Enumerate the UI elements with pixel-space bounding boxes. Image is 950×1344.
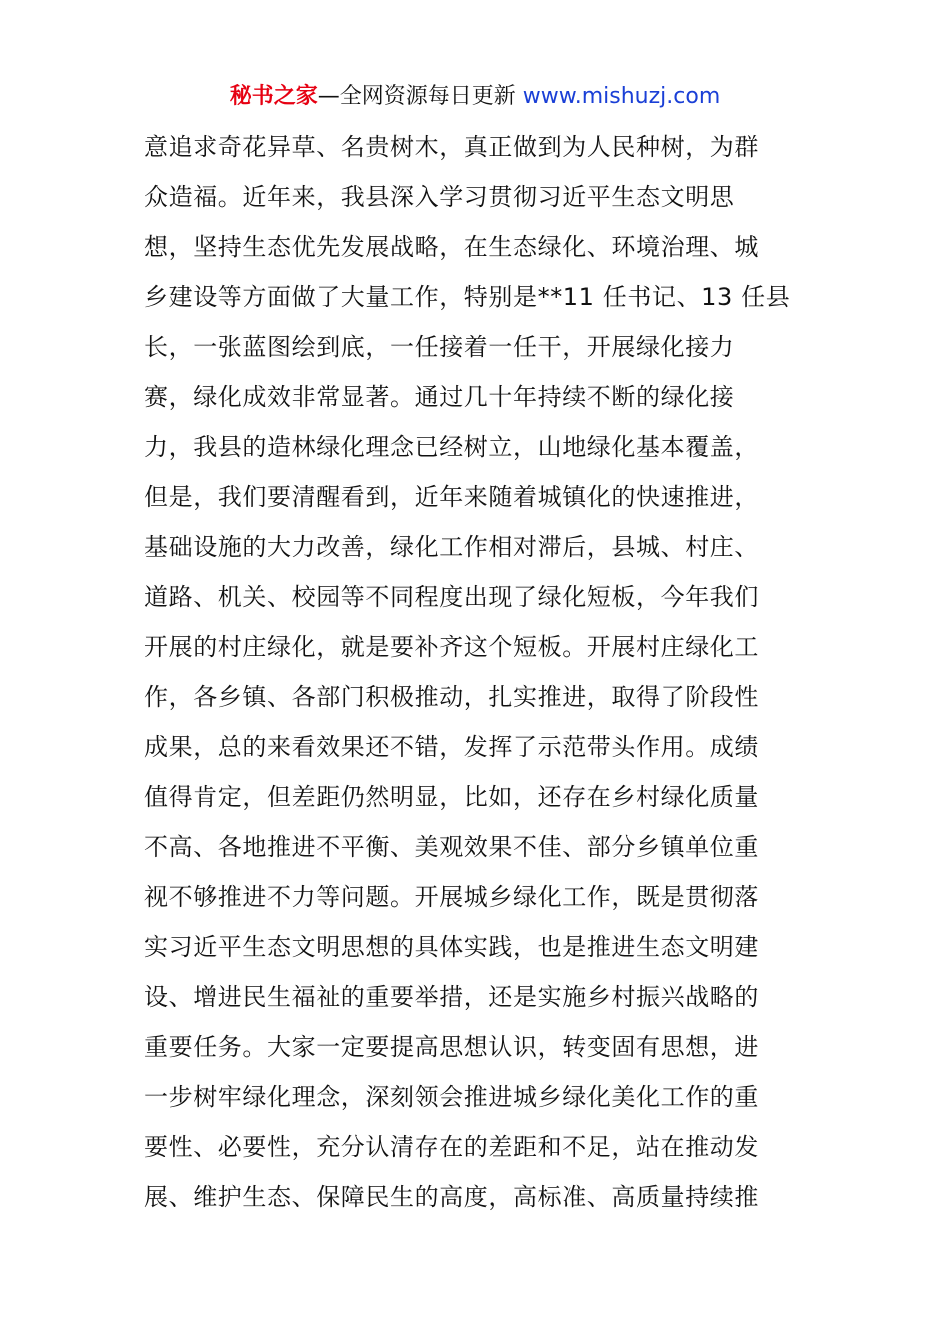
body-line: 赛，绿化成效非常显著。通过几十年持续不断的绿化接	[144, 383, 735, 411]
body-line: 成果，总的来看效果还不错，发挥了示范带头作用。成绩	[144, 733, 759, 761]
body-line: 众造福。近年来，我县深入学习贯彻习近平生态文明思	[144, 183, 735, 211]
body-line: 要性、必要性，充分认清存在的差距和不足，站在推动发	[144, 1133, 759, 1161]
body-line: 意追求奇花异草、名贵树木，真正做到为人民种树，为群	[144, 133, 759, 161]
body-line: 想，坚持生态优先发展战略，在生态绿化、环境治理、城	[144, 233, 759, 261]
page-header	[0, 82, 950, 112]
body-line: 作，各乡镇、各部门积极推动，扎实推进，取得了阶段性	[144, 683, 759, 711]
body-line: 值得肯定，但差距仍然明显，比如，还存在乡村绿化质量	[144, 783, 759, 811]
body-line: 力，我县的造林绿化理念已经树立，山地绿化基本覆盖，	[144, 433, 759, 461]
body-line: 展、维护生态、保障民生的高度，高标准、高质量持续推	[144, 1183, 759, 1211]
body-line: 实习近平生态文明思想的具体实践，也是推进生态文明建	[144, 933, 759, 961]
body-line: 视不够推进不力等问题。开展城乡绿化工作，既是贯彻落	[144, 883, 759, 911]
header-tagline: —全网资源每日更新	[317, 84, 516, 109]
body-line: 一步树牢绿化理念，深刻领会推进城乡绿化美化工作的重	[144, 1083, 759, 1111]
brand-name: 秘书之家	[229, 84, 318, 109]
body-line: 但是，我们要清醒看到，近年来随着城镇化的快速推进，	[144, 483, 759, 511]
body-line: 道路、机关、校园等不同程度出现了绿化短板，今年我们	[144, 583, 759, 611]
document-body	[144, 122, 824, 1222]
body-line: 基础设施的大力改善，绿化工作相对滞后，县城、村庄、	[144, 533, 759, 561]
body-line: 乡建设等方面做了大量工作，特别是**11 任书记、13 任县	[144, 283, 791, 311]
body-line: 长，一张蓝图绘到底，一任接着一任干，开展绿化接力	[144, 333, 735, 361]
body-line: 设、增进民生福祉的重要举措，还是实施乡村振兴战略的	[144, 983, 759, 1011]
body-line: 不高、各地推进不平衡、美观效果不佳、部分乡镇单位重	[144, 833, 759, 861]
body-line: 开展的村庄绿化，就是要补齐这个短板。开展村庄绿化工	[144, 633, 759, 661]
body-line: 重要任务。大家一定要提高思想认识，转变固有思想，进	[144, 1033, 759, 1061]
site-url-link[interactable]: www.mishuzj.com	[515, 84, 721, 109]
